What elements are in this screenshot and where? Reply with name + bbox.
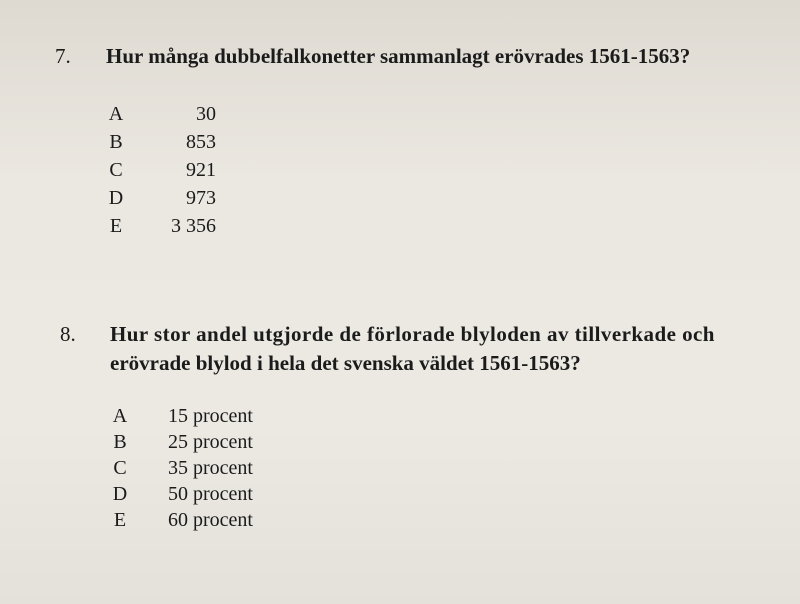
option-a (106, 101, 226, 127)
option-letter: C (113, 457, 127, 479)
question-number: 7. (55, 44, 71, 68)
question-text-line-1: Hur stor andel utgjorde de förlorade blyloden av tillverkade och (110, 322, 715, 346)
option-letter: A (112, 405, 128, 427)
question-number: 8. (60, 322, 76, 346)
option-letter: E (113, 509, 127, 531)
option-value: 60 procent (168, 509, 253, 531)
option-d (110, 481, 310, 507)
option-e (106, 213, 226, 239)
option-value: 853 (186, 131, 216, 153)
option-value: 15 procent (168, 405, 253, 427)
option-value: 973 (186, 187, 216, 209)
option-letter: A (108, 103, 124, 125)
option-value: 25 procent (168, 431, 253, 453)
option-a (110, 403, 310, 429)
option-value: 921 (186, 159, 216, 181)
question-text-line-2: erövrade blylod i hela det svenska väldet 1561-1563? (110, 351, 581, 375)
option-letter: E (109, 215, 123, 237)
option-c (106, 157, 226, 183)
option-value: 50 procent (168, 483, 253, 505)
option-value: 35 procent (168, 457, 253, 479)
option-c (110, 455, 310, 481)
option-letter: C (109, 159, 123, 181)
option-value: 3 356 (171, 215, 216, 237)
option-d (106, 185, 226, 211)
question-text: Hur många dubbelfalkonetter sammanlagt erövrades 1561-1563? (106, 44, 691, 68)
option-letter: D (112, 483, 128, 505)
option-e (110, 507, 310, 533)
option-b (106, 129, 226, 155)
option-letter: D (108, 187, 124, 209)
option-b (110, 429, 310, 455)
option-letter: B (109, 131, 123, 153)
option-letter: B (113, 431, 127, 453)
option-value: 30 (196, 103, 216, 125)
